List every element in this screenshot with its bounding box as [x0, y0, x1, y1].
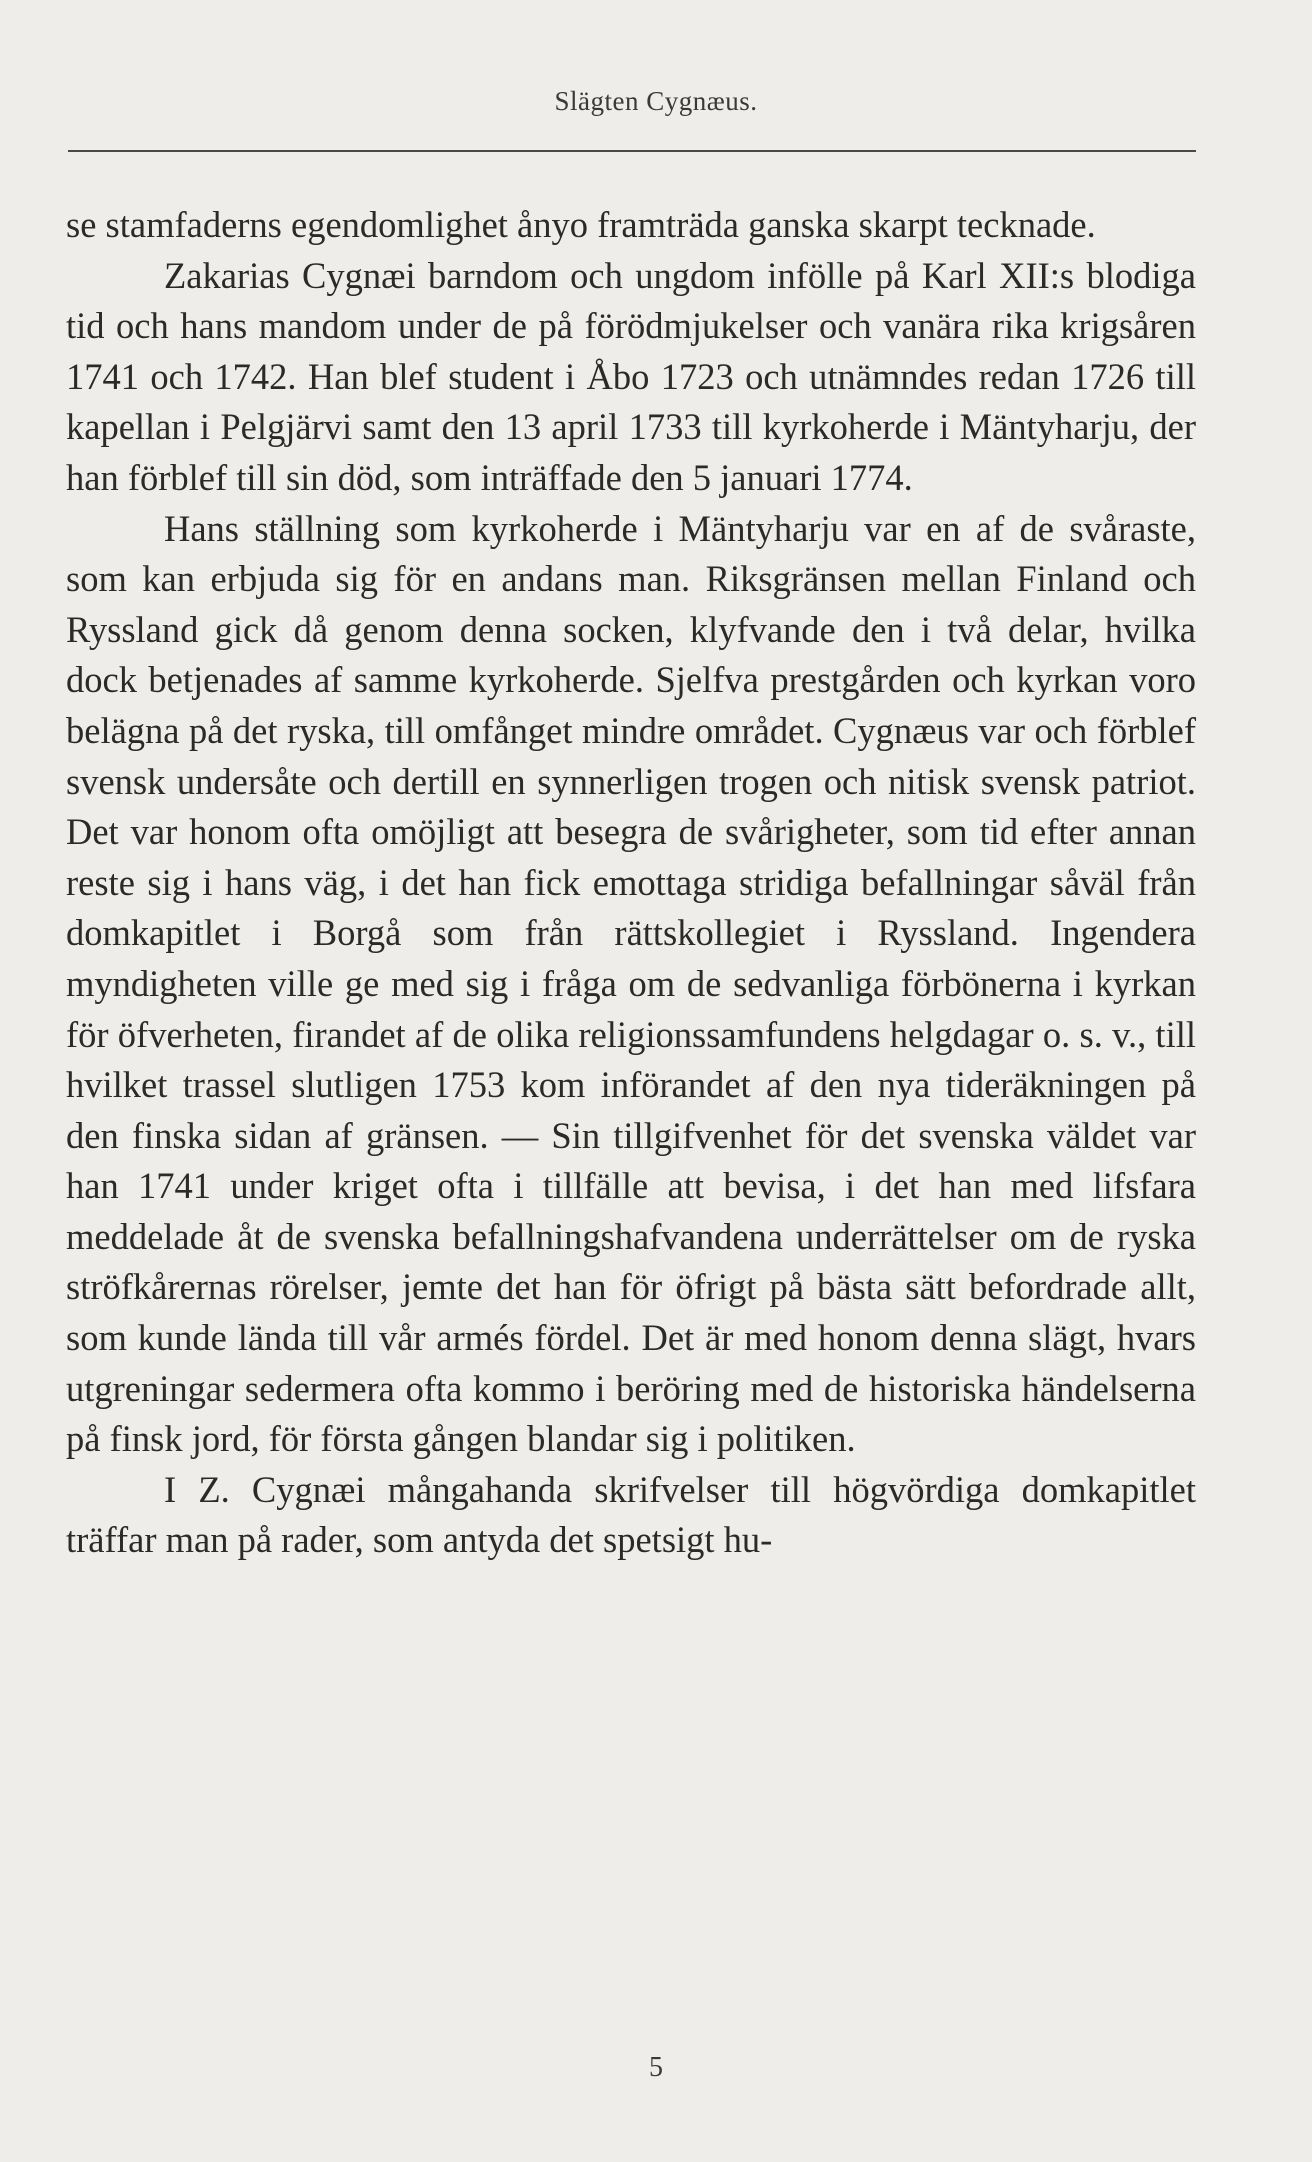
- paragraph-kyrkoherde: Hans ställning som kyrkoherde i Mäntyharju var en af de svåraste, som kan erbjuda sig för en andans man. Riksgränsen mellan Finland och Ryssland gick då genom denna socken, klyfvande den i två delar, hvilka dock betjenades af samme kyrkoherde. Sjelfva prestgården och kyrkan voro belägna på det ryska, till omfånget mindre området. Cygnæus var och förblef svensk undersåte och dertill en synnerligen trogen och nitisk svensk patriot. Det var honom ofta omöjligt att besegra de svårigheter, som tid efter annan reste sig i hans väg, i det han fick emottaga stridiga befallningar såväl från domkapitlet i Borgå som från rättskollegiet i Ryssland. Ingendera myndigheten ville ge med sig i fråga om de sedvanliga förbönerna i kyrkan för öfverheten, firandet af de olika religionssamfundens helgdagar o. s. v., till hvilket trassel slutligen 1753 kom införandet af den nya tideräkningen på den finska sidan af gränsen. — Sin tillgifvenhet för det svenska väldet var han 1741 under kriget ofta i tillfälle att bevisa, i det han med lifsfara meddelade åt de svenska befallningshafvandena underrättelser om de ryska ströfkårernas rörelser, jemte det han för öfrigt på bästa sätt befordrade allt, som kunde lända till vår armés fördel. Det är med honom denna slägt, hvars utgreningar sedermera ofta kommo i beröring med de historiska händelserna på finsk jord, för första gången blandar sig i politiken.: [66, 507, 1196, 1460]
- paragraph-continuation: se stamfaderns egendomlighet ånyo framträda ganska skarpt tecknade.: [66, 204, 1096, 245]
- body-text: [66, 200, 1196, 1566]
- paragraph-zakarias: Zakarias Cygnæi barndom och ungdom infölle på Karl XII:s blodiga tid och hans mandom under de på förödmjukelser och vanära rika krigsåren 1741 och 1742. Han blef student i Åbo 1723 och utnämndes redan 1726 till kapellan i Pelgjärvi samt den 13 april 1733 till kyrkoherde i Mäntyharju, der han förblef till sin död, som inträffade den 5 januari 1774.: [66, 254, 1196, 498]
- running-title: Slägten Cygnæus.: [554, 86, 758, 116]
- page-number: 5: [649, 2052, 663, 2083]
- header-rule: [68, 150, 1196, 152]
- paragraph-skrifvelser: I Z. Cygnæi mångahanda skrifvelser till högvördiga domkapitlet träffar man på rader, som antyda det spetsigt hu-: [66, 1468, 1196, 1561]
